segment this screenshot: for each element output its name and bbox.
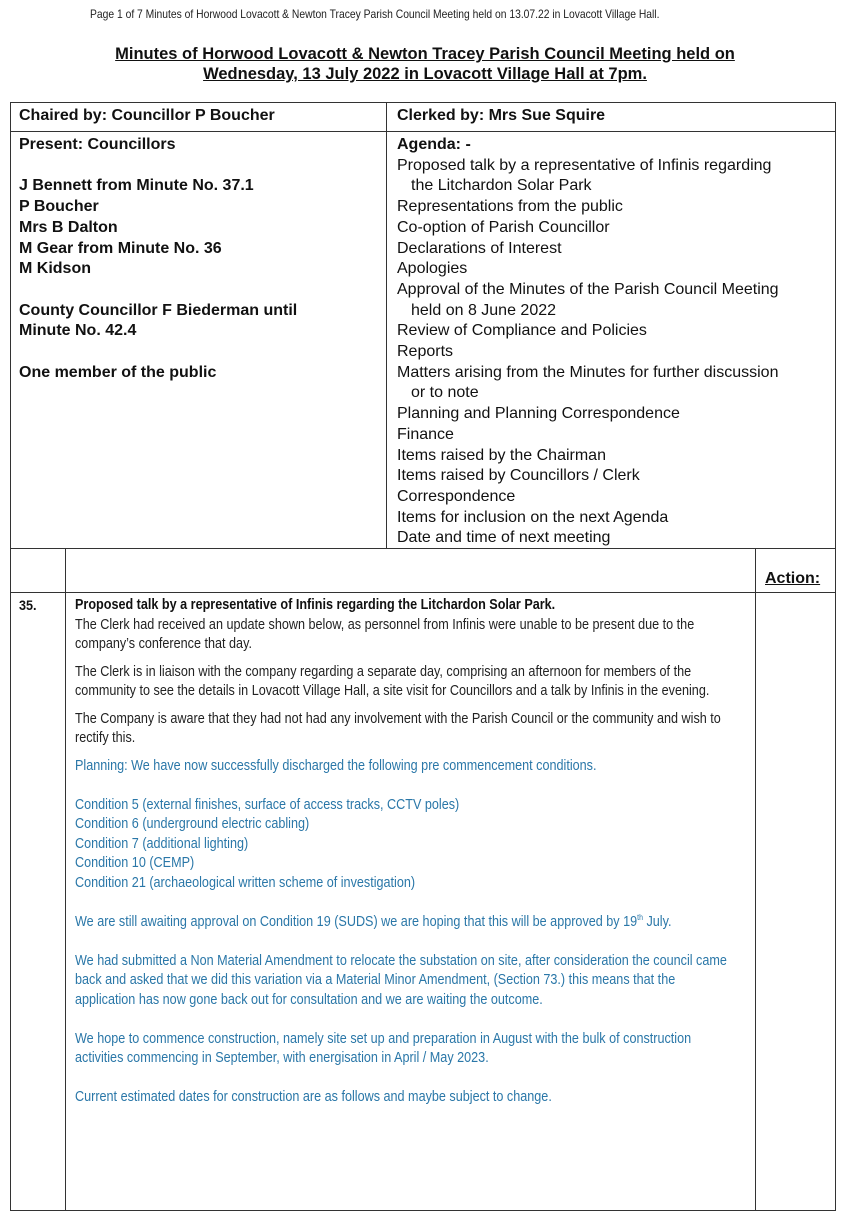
agenda-item-text: Planning and Planning Correspondence <box>397 405 680 423</box>
column-divider <box>755 548 756 1210</box>
column-divider <box>65 548 66 1210</box>
agenda-item-text: Correspondence <box>397 487 516 505</box>
agenda-item <box>397 425 833 446</box>
agenda-item-continuation: held on 8 June 2022 <box>411 301 557 319</box>
minute-paragraph: The Company is aware that they had not had any involvement with the Parish Council or the community and wish to rectify this. <box>75 710 721 746</box>
agenda-item <box>397 342 833 363</box>
action-column-header: Action: <box>765 570 821 587</box>
minute-title: Proposed talk by a representative of Infinis regarding the Litchardon Solar Park. <box>75 597 556 613</box>
awaiting-day: 19 <box>623 913 638 930</box>
agenda-item <box>397 156 833 197</box>
agenda-item-text: Items raised by Councillors / Clerk <box>397 467 640 485</box>
agenda-item-text: Approval of the Minutes of the Parish Council Meeting <box>397 280 779 298</box>
agenda-item <box>397 528 833 549</box>
row-divider <box>11 592 835 593</box>
agenda-item <box>397 487 833 508</box>
document-title <box>0 44 850 84</box>
agenda-item <box>397 466 833 487</box>
agenda-item <box>397 259 833 280</box>
present-list <box>19 135 379 383</box>
awaiting-approval <box>75 913 736 933</box>
agenda-item-continuation: the Litchardon Solar Park <box>411 177 592 195</box>
page-header: Page 1 of 7 Minutes of Horwood Lovacott & Newton Tracey Parish Council Meeting held on 13.07.22 in Lovacott Village Hall. <box>90 7 660 21</box>
column-divider <box>386 103 387 548</box>
row-divider <box>11 131 835 132</box>
councillor-item: J Bennett from Minute No. 37.1 <box>19 177 254 195</box>
councillor-item: M Gear from Minute No. 36 <box>19 239 222 257</box>
estimated-dates-paragraph: Current estimated dates for construction are as follows and maybe subject to change. <box>75 1089 552 1105</box>
county-councillor-line-2: Minute No. 42.4 <box>19 322 137 340</box>
awaiting-month: July. <box>642 913 672 930</box>
agenda-list <box>397 135 833 549</box>
attendance-agenda-table <box>10 102 836 549</box>
agenda-item-text: Representations from the public <box>397 198 623 216</box>
minute-paragraph: The Clerk had received an update shown below, as personnel from Infinis were unable to be present due to the company’s conference that day. <box>75 616 695 652</box>
councillor-item: Mrs B Dalton <box>19 218 118 236</box>
condition-item: Condition 5 (external finishes, surface of access tracks, CCTV poles) <box>75 796 460 813</box>
title-line-1: Minutes of Horwood Lovacott & Newton Tracey Parish Council Meeting held on <box>115 45 735 63</box>
minute-number: 35. <box>19 597 37 613</box>
agenda-item <box>397 239 833 260</box>
infinis-update <box>75 757 736 1108</box>
agenda-heading: Agenda: - <box>397 136 471 153</box>
agenda-item-text: Items for inclusion on the next Agenda <box>397 508 669 526</box>
agenda-item-text: Co-option of Parish Councillor <box>397 218 610 236</box>
agenda-item-text: Matters arising from the Minutes for further discussion <box>397 363 779 381</box>
construction-paragraph: We hope to commence construction, namely site set up and preparation in August with the bulk of construction activities commencing in September, with energisation in April / May 2023. <box>75 1030 692 1066</box>
present-heading: Present: Councillors <box>19 136 176 153</box>
awaiting-suffix: th <box>637 912 643 922</box>
agenda-item-text: Date and time of next meeting <box>397 529 611 547</box>
clerked-by: Clerked by: Mrs Sue Squire <box>397 107 606 124</box>
minute-paragraph: The Clerk is in liaison with the company regarding a separate day, comprising an afternoon for members of the community to see the details in Lovacott Village Hall, a site visit for Councillors and a talk by Infinis in the evening. <box>75 663 710 699</box>
condition-item: Condition 21 (archaeological written scheme of investigation) <box>75 874 416 891</box>
public-attendance: One member of the public <box>19 363 217 381</box>
agenda-item-text: Reports <box>397 343 454 361</box>
agenda-item <box>397 446 833 467</box>
minute-body <box>75 596 736 1127</box>
agenda-item <box>397 321 833 342</box>
condition-item: Condition 10 (CEMP) <box>75 855 195 871</box>
county-councillor-line-1: County Councillor F Biederman until <box>19 301 298 319</box>
agenda-item-text: Declarations of Interest <box>397 239 562 257</box>
agenda-item <box>397 218 833 239</box>
agenda-item-continuation: or to note <box>411 384 479 402</box>
amendment-paragraph: We had submitted a Non Material Amendment to relocate the substation on site, after consideration the council came back and asked that we did this variation via a Material Minor Amendment, (Section 73.) this means that the application has now gone back out for consultation and we are waiting the outcome. <box>75 952 727 1008</box>
agenda-item <box>397 404 833 425</box>
title-line-2: Wednesday, 13 July 2022 in Lovacott Village Hall at 7pm. <box>203 65 647 83</box>
agenda-item-text: Proposed talk by a representative of Infinis regarding <box>397 156 772 174</box>
agenda-item-text: Finance <box>397 425 454 443</box>
agenda-item-text: Review of Compliance and Policies <box>397 322 647 340</box>
chaired-by: Chaired by: Councillor P Boucher <box>19 107 275 124</box>
awaiting-text: We are still awaiting approval on Condition 19 (SUDS) we are hoping that this will be approved by <box>75 913 620 930</box>
agenda-item-text: Items raised by the Chairman <box>397 446 606 464</box>
councillor-item: P Boucher <box>19 198 99 216</box>
minutes-table <box>10 548 836 1211</box>
condition-item: Condition 6 (underground electric cabling) <box>75 816 310 832</box>
agenda-item-text: Apologies <box>397 260 468 278</box>
agenda-item <box>397 197 833 218</box>
councillor-item: M Kidson <box>19 260 91 278</box>
planning-intro: Planning: We have now successfully discharged the following pre commencement conditions. <box>75 757 597 774</box>
agenda-item <box>397 363 833 404</box>
conditions-list <box>75 796 736 894</box>
agenda-item <box>397 508 833 529</box>
condition-item: Condition 7 (additional lighting) <box>75 835 249 852</box>
agenda-item <box>397 280 833 321</box>
